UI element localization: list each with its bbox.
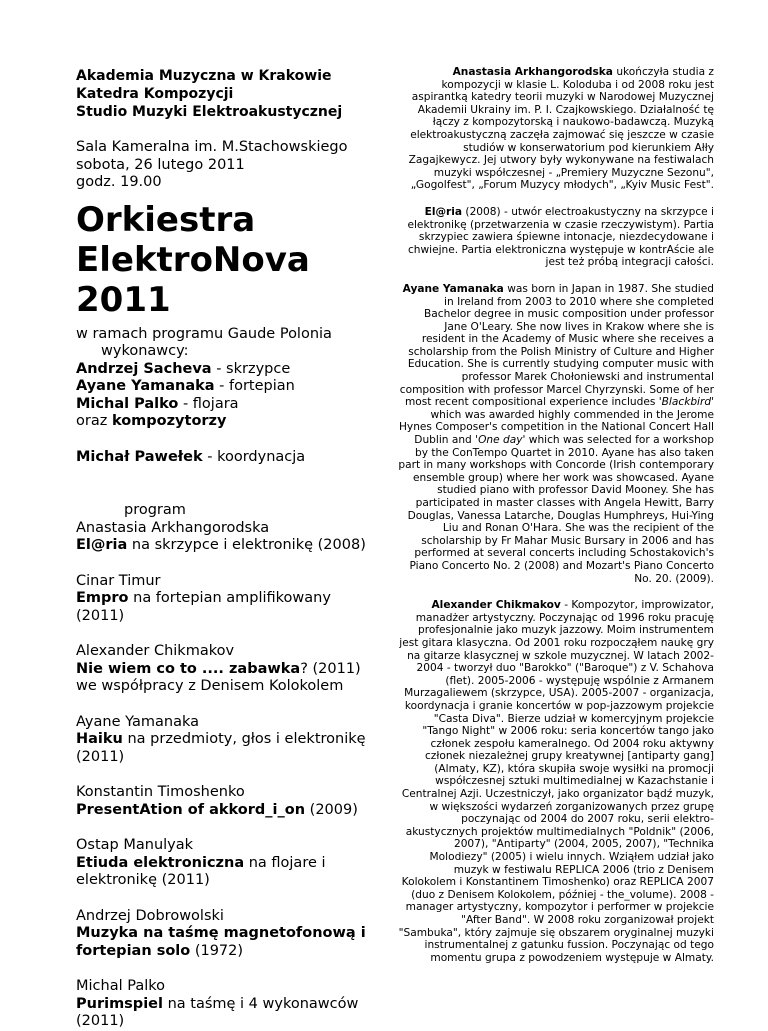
performer: Andrzej Sacheva - skrzypce: [76, 360, 291, 377]
performer: Ayane Yamanaka - fortepian: [76, 378, 295, 394]
venue-date: sobota, 26 lutego 2011: [76, 156, 245, 173]
performers-heading: wykonawcy:: [101, 343, 189, 359]
composers-line: oraz kompozytorzy: [76, 413, 227, 429]
program-work: PresentAtion of akkord_i_on (2009): [76, 801, 358, 818]
program-heading: program: [124, 502, 186, 518]
program-composer: Alexander Chikmakov: [76, 643, 235, 659]
program-composer: Andrzej Dobrowolski: [76, 907, 224, 924]
venue-hall: Sala Kameralna im. M.Stachowskiego: [76, 139, 348, 155]
program-work: Etiuda elektroniczna na flojare i elektronikę (2011): [76, 854, 326, 888]
department-line: Katedra Kompozycji: [76, 86, 234, 102]
program-work: Empro na fortepian amplifikowany (2011): [76, 590, 331, 624]
program-work: Muzyka na taśmę magnetofonową i fortepian solo (1972): [76, 925, 366, 959]
program-work: Nie wiem co to .... zabawka? (2011): [76, 660, 361, 677]
left-column: [76, 67, 376, 1031]
program-work: El@ria na skrzypce i elektronikę (2008): [76, 537, 366, 553]
program-composer: Michal Palko: [76, 978, 165, 994]
venue-time: godz. 19.00: [76, 174, 162, 190]
bio-yamanaka: Ayane Yamanaka was born in Japan in 1987. She studied in Ireland from 2003 to 2010 where she completed Bachelor degree in music composition under professor Jane O'Leary. She now lives in Krakow where she is resident in the Academy of Music where she receives a scholarship from the Polish Ministry of Culture and Higher Education. She is currently studying computer music with professor Marek Chołoniewski and instrumental composition with professor Marcel Chyrzynski. Some of her most recent compositional experience includes 'Blackbird' which was awarded highly commended in the Jerome Hynes Composer's competition in the National Concert Hall Dublin and 'One day' which was selected for a workshop by the ConTempo Quartet in 2010. Ayane has also taken part in many workshops with Concorde (Irish contemporary ensemble group) where her work was showcased. Ayane studied piano with professor David Mooney. She has participated in master classes with Angela Hewitt, Barry Douglas, Vanessa Latarche, Douglas Humphreys, Hui-Ying Liu and Ronan O'Hara. She was the recipient of the scholarship by Fr Mahar Music Bursary in 2006 and has performed at several concerts including Schostakovich's Piano Concerto No. 2 (2008) and Mozart's Piano Concerto No. 20. (2009).: [398, 282, 714, 585]
bio-arkhangorodska: Anastasia Arkhangorodska ukończyła studia z kompozycji w klasie L. Koloduba i od 2008 roku jest aspirantką katedry teorii muzyki w Narodowej Muzycznej Akademii Ukrainy im. P. I. Czajkowskiego. Działalność tę łączy z kompozytorską i naukowo-badawczą. Muzyką elektroakustyczną zaczęła zajmować się jeszcze w czasie studiów w konserwatorium pod kierunkiem Ałły Zagajkewycz. Jej utwory były wykonywane na festiwalach muzyki współczesnej - „Premiery Muzyczne Sezonu", „Gogolfest", „Forum Muzycy młodych", „Kyiv Music Fest".: [408, 66, 714, 192]
bio-chikmakov: Alexander Chikmakov - Kompozytor, improwizator, manadżer artystyczny. Poczynając od 1996 roku pracuję profesjonalnie jako muzyk jazzowy. Moim instrumentem jest gitara klasyczna. Od 2001 roku rozpocząłem naukę gry na gitarze klasycznej w szkole muzycznej. W latach 2002-2004 - tworzył duo "Barokko" ("Baroque") z V. Schahova (flet). 2005-2006 - występuję wspólnie z Armanem Murzagaliewem (skrzypce, USA). 2005-2007 - organizacja, koordynacja i granie koncertów w pop-jazzowym projekcie "Casta Diva". Bierze udział w komercyjnym projekcie "Tango Night" w 2006 roku: seria koncertów tango jako członek zespołu kameralnego. Od 2004 roku aktywny członek niezależnej grupy kreatywnej [antiparty gang] (Almaty, KZ), która skupiła swoje wysiłki na promocji współczesnej sztuki multimedialnej w Kazachstanie i Centralnej Azji. Uczestniczył, jako organizator bądź muzyk, w większości wydarzeń zorganizowanych przez grupę poczynając od 2004 do 2007 roku, serii elektro-akustycznych projektów multimedialnych "Poldnik" (2006, 2007), "Antiparty" (2004, 2005, 2007), "Technika Molodiezy" (2005) i wielu innych. Wziąłem udział jako muzyk w festiwalu REPLICA 2006 (trio z Denisem Kolokolem i Konstantinem Timoshenko) oraz REPLICA 2007 (duo z Denisem Kolokolem, później - the_volume). 2008 - manager artystyczny, kompozytor i performer w projekcie "After Band". W 2008 roku zorganizował projekt "Sambuka", który zajmuje się obszarem oryginalnej muzyki instrumentalnej z gatunku fussion. Poczynając od tego momentu grupa z powodzeniem występuje w Almaty.: [398, 599, 714, 964]
program-work: Haiku na przedmioty, głos i elektronikę (2011): [76, 731, 366, 765]
work-note-elria: El@ria (2008) - utwór electroakustyczny na skrzypce i elektronikę (przetwarzenia w czasie rzeczywistym). Partia skrzypiec zawiera śpiewne intonacje, niezdecydowane i chwiejne. Partia elektroniczna występuje w kontrAście ale jest też próbą integracji całości.: [407, 205, 714, 269]
program-composer: Konstantin Timoshenko: [76, 784, 245, 800]
right-column: [398, 66, 714, 978]
studio-line: Studio Muzyki Elektroakustycznej: [76, 104, 343, 120]
program-work-extra: we współpracy z Denisem Kolokolem: [76, 678, 344, 694]
concert-title: Orkiestra ElektroNova 2011: [76, 199, 310, 320]
program-composer: Anastasia Arkhangorodska: [76, 519, 270, 536]
program-composer: Ayane Yamanaka: [76, 713, 199, 730]
program-work: Purimspiel na taśmę i 4 wykonawców (2011): [76, 995, 359, 1029]
institution-line: Akademia Muzyczna w Krakowie: [76, 68, 332, 84]
program-composer: Cinar Timur: [76, 572, 161, 589]
program-context: w ramach programu Gaude Polonia: [76, 325, 332, 342]
performer: Michal Palko - flojara: [76, 395, 239, 412]
coordinator: Michał Pawełek - koordynacja: [76, 448, 306, 465]
program-composer: Ostap Manulyak: [76, 837, 194, 853]
